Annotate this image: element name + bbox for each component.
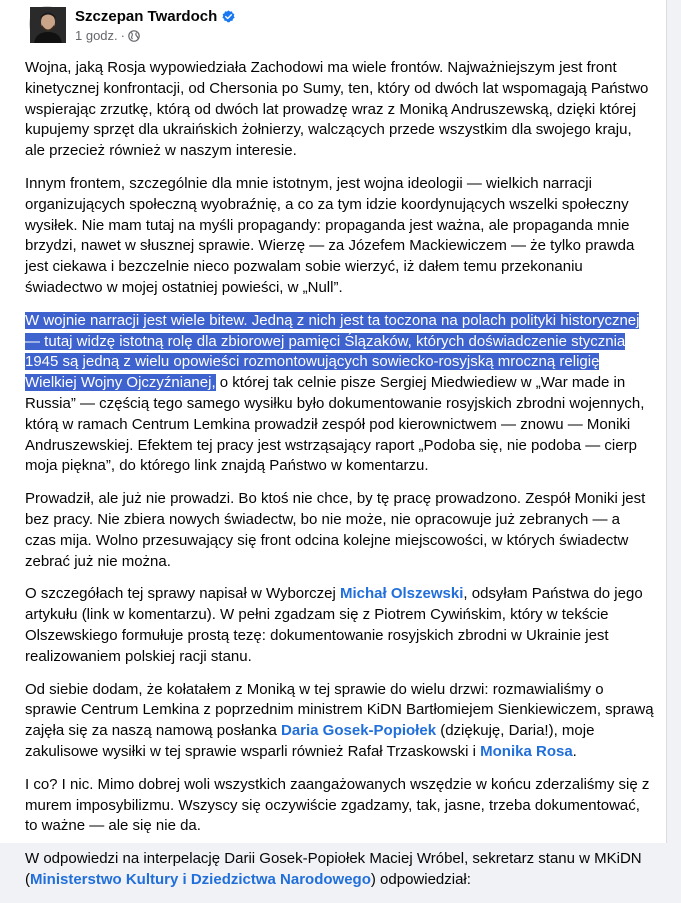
paragraph-8 [25,849,655,891]
post-header [29,6,629,46]
post-timestamp[interactable]: 1 godz. [75,28,118,43]
paragraph-4: Prowadził, ale już nie prowadzi. Bo ktoś nie chce, by tę pracę prowadzono. Zespół Moniki jest bez pracy. Nie zbiera nowych świadectw, bo nie może, nie opracowuje już zebranych — a czas mija. Wolno przesuwający się front odcina kolejne miejscowości, w których świadectw zebrać już nie można. [25,490,646,570]
paragraph-3-rest: o której tak celnie pisze Sergiej Miedwiediew w „War made in Russia” — częścią tego samego wysiłku było dokumentowanie rosyjskich zbrodni wojennych, którą w ramach Centrum Lemkina prowadził zespół pod kierownictwem — znowu — Moniki Andruszewskiej. Efektem tej pracy jest wstrząsający raport „Podoba się, nie podoba — cierp moja piękna”, do którego link znajdą Państwo w komentarzu. [25,374,645,475]
paragraph-8-text-b: ) odpowiedział: [370,870,471,888]
paragraph-3 [25,311,655,477]
mention-monika-rosa[interactable]: Monika Rosa [480,742,573,760]
paragraph-7: I co? I nic. Mimo dobrej woli wszystkich zaangażowanych wszędzie w końcu zderzaliśmy się z murem imposybilizmu. Wszyscy się oczywiście zgadzamy, tak, jasne, trzeba dokumentować, to ważne — ale się nie da. [25,775,650,835]
portrait-avatar-icon [30,7,66,43]
globe-icon[interactable] [128,30,140,42]
mention-daria-gosek-popiolek[interactable]: Daria Gosek-Popiołek [280,722,437,740]
paragraph-6 [25,680,655,763]
selected-text: W wojnie narracji jest wiele bitew. Jedną z nich jest ta toczona na polach polityki historycznej — tutaj widzę istotną rolę dla zbiorowej pamięci Ślązaków, których doświadczenie stycznia 1945 są jedną z wielu opowieści rozmontowujących sowiecko-rosyjską mroczną religię Wielkiej Wojny Ojczyźnianej, [25,311,640,392]
post-body [25,58,655,903]
paragraph-5-text-a: O szczegółach tej sprawy napisał w Wyborczej [25,585,340,603]
paragraph-2: Innym frontem, szczególnie dla mnie istotnym, jest wojna ideologii — wielkich narracji organizujących społeczną wyobraźnię, a co za tym idzie koordynujących wszelki społeczny wysiłek. Nie mam tutaj na myśli propagandy: propaganda jest ważna, ale propaganda mnie brzydzi, nawet w słusznej sprawie. Wierzę — za Józefem Mackiewiczem — że tylko prawda jest ciekawa i bezczelnie nieco pozwalam sobie wierzyć, iż dałem temu przekonaniu świadectwo w mojej ostatniej powieści, w „Null”. [25,174,635,296]
author-line [75,8,235,25]
mention-michal-olszewski[interactable]: Michał Olszewski [340,585,464,603]
paragraph-6-text-b: (dziękuję, Daria!), moje zakulisowe wysiłki w tej sprawie wsparli również Rafał Trzaskowski i [25,722,595,760]
paragraph-8-text-a: W odpowiedzi na interpelację Darii Gosek-Popiołek Maciej Wróbel, sekretarz stanu w MKiDN ( [25,850,642,888]
paragraph-1: Wojna, jaką Rosja wypowiedziała Zachodowi ma wiele frontów. Najważniejszym jest front kinetycznej konfrontacji, od Chersonia po Sumy, ten, który od dwóch lat wspomagają Państwo wspierając zrzutkę, którą od dwóch lat prowadzę wraz z Moniką Andruszewską, dzięki której kupujemy sprzęt dla ukraińskich żołnierzy, walczących przede wszystkim dla swojego kraju, ale przecież również w naszym interesie. [25,59,649,160]
paragraph-5 [25,584,655,667]
paragraph-6-text-c: . [572,742,577,760]
author-avatar[interactable] [29,6,65,42]
post-meta [75,28,140,43]
verified-badge-icon [222,10,235,23]
meta-separator: · [120,28,125,43]
author-name[interactable]: Szczepan Twardoch [75,8,218,25]
paragraph-5-text-b: , odsyłam Państwa do jego artykułu (link w komentarzu). W pełni zgadzam się z Piotrem Cywińskim, który w tekście Olszewskiego formułuje prostą tezę: dokumentowanie rosyjskich zbrodni w Ukrainie jest realizowaniem polskiej racji stanu. [25,585,643,665]
paragraph-6-text-a: Od siebie dodam, że kołatałem z Moniką w tej sprawie do wielu drzwi: rozmawialiśmy o sprawie Centrum Lemkina z poprzednim ministrem KiDN Bartłomiejem Sienkiewiczem, sprawą zajęła się za naszą namową posłanka [25,680,654,740]
mention-ministerstwo-kultury[interactable]: Ministerstwo Kultury i Dziedzictwa Narodowego [30,870,371,888]
